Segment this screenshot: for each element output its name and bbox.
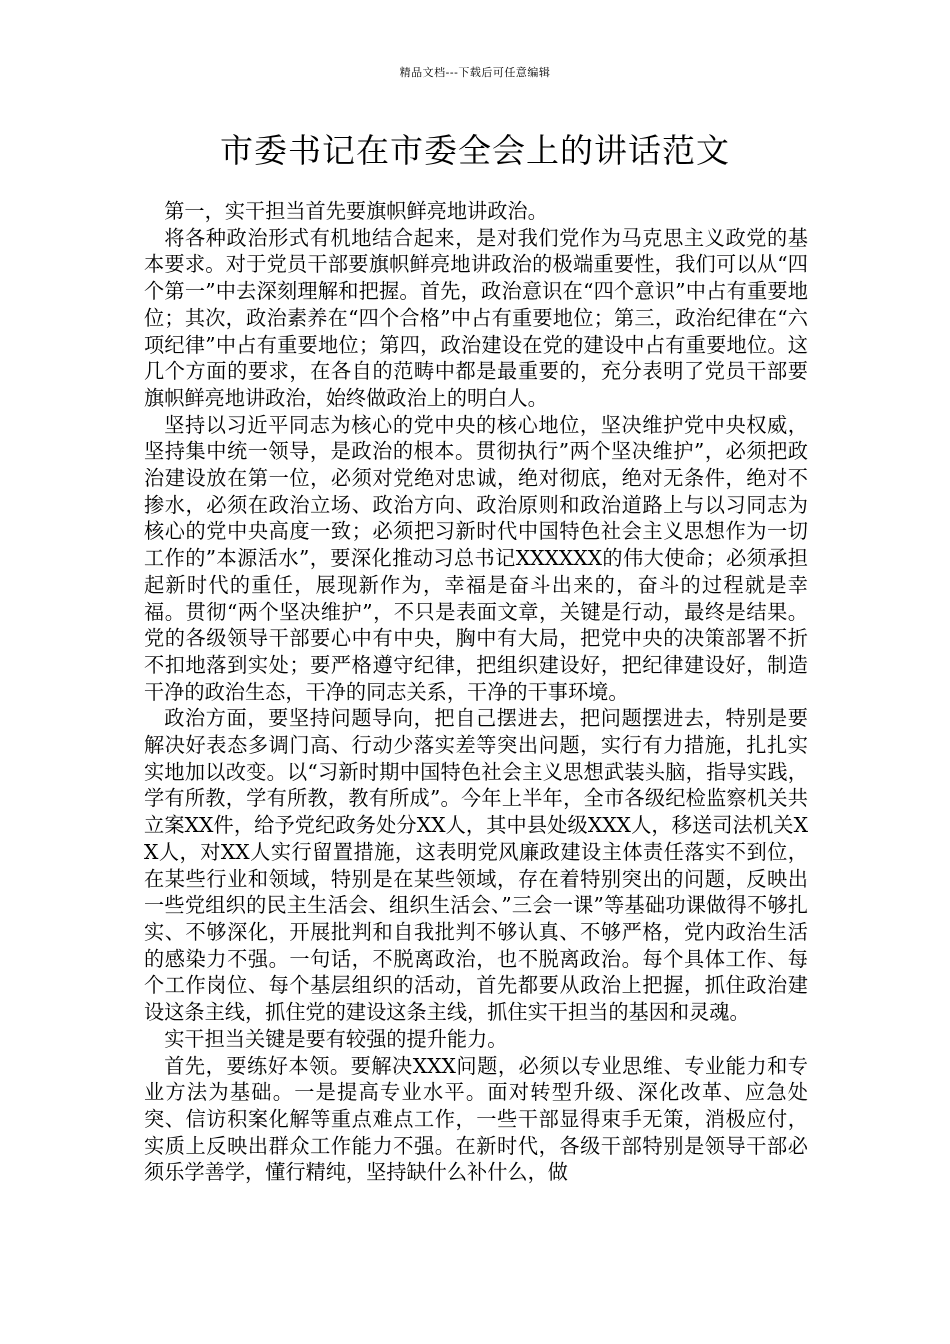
paragraph-5: 实干担当关键是要有较强的提升能力。: [164, 1026, 508, 1051]
document-body: [144, 198, 808, 1186]
header-note: 精品文档---下载后可任意编辑: [399, 66, 551, 79]
paragraph-2: 将各种政治形式有机地结合起来，是对我们党作为马克思主义政党的基本要求。对于党员干部要旗帜鲜亮地讲政治的极端重要性，我们可以从“四个第一”中去深刻理解和把握。首先，政治意识在“四个意识”中占有重要地位；其次，政治素养在“四个合格”中占有重要地位；第三，政治纪律在“六项纪律”中占有重要地位；第四，政治建设在党的建设中占有重要地位。这几个方面的要求，在各自的范畴中都是最重要的，充分表明了党员干部要旗帜鲜亮地讲政治，始终做政治上的明白人。: [144, 225, 808, 410]
paragraph-4: 政治方面，要坚持问题导向，把自己摆进去，把问题摆进去，特别是要解决好表态多调门高、行动少落实差等突出问题，实行有力措施，扎扎实实地加以改变。以“习新时期中国特色社会主义思想武装头脑，指导实践，学有所教，学有所教，教有所成”。今年上半年，全市各级纪检监察机关共立案XX件，给予党纪政务处分XX人，其中县处级XXX人，移送司法机关XX人，对XX人实行留置措施，这表明党风廉政建设主体责任落实不到位，在某些行业和领域，特别是在某些领域，存在着特别突出的问题，反映出一些党组织的民主生活会、组织生活会、”三会一课”等基础功课做得不够扎实、不够深化，开展批判和自我批判不够认真、不够严格，党内政治生活的感染力不强。一句话，不脱离政治，也不脱离政治。每个具体工作、每个工作岗位、每个基层组织的活动，首先都要从政治上把握，抓住政治建设这条主线，抓住党的建设这条主线，抓住实干担当的基因和灵魂。: [144, 706, 808, 1025]
paragraph-1: 第一，实干担当首先要旗帜鲜亮地讲政治。: [164, 199, 548, 223]
document-title: 市委书记在市委全会上的讲话范文: [220, 131, 730, 170]
paragraph-3: 坚持以习近平同志为核心的党中央的核心地位，坚决维护党中央权威，坚持集中统一领导，是政治的根本。贯彻执行”两个坚决维护”，必须把政治建设放在第一位，必须对党绝对忠诚，绝对彻底，绝对无条件，绝对不掺水，必须在政治立场、政治方向、政治原则和政治道路上与以习同志为核心的党中央高度一致；必须把习新时代中国特色社会主义思想作为一切工作的”本源活水”，要深化推动习总书记XXXXXX的伟大使命；必须承担起新时代的重任，展现新作为，幸福是奋斗出来的，奋斗的过程就是幸福。贯彻“两个坚决维护”，不只是表面文章，关键是行动，最终是结果。党的各级领导干部要心中有中央，胸中有大局，把党中央的决策部署不折不扣地落到实处；要严格遵守纪律，把组织建设好，把纪律建设好，制造干净的政治生态，干净的同志关系，干净的干事环境。: [144, 412, 808, 704]
paragraph-6: 首先，要练好本领。要解决XXX问题，必须以专业思维、专业能力和专业方法为基础。一是提高专业水平。面对转型升级、深化改革、应急处突、信访积案化解等重点难点工作，一些干部显得束手无策，消极应付，实质上反映出群众工作能力不强。在新时代，各级干部特别是领导干部必须乐学善学，懂行精纯，坚持缺什么补什么，做: [144, 1053, 808, 1185]
